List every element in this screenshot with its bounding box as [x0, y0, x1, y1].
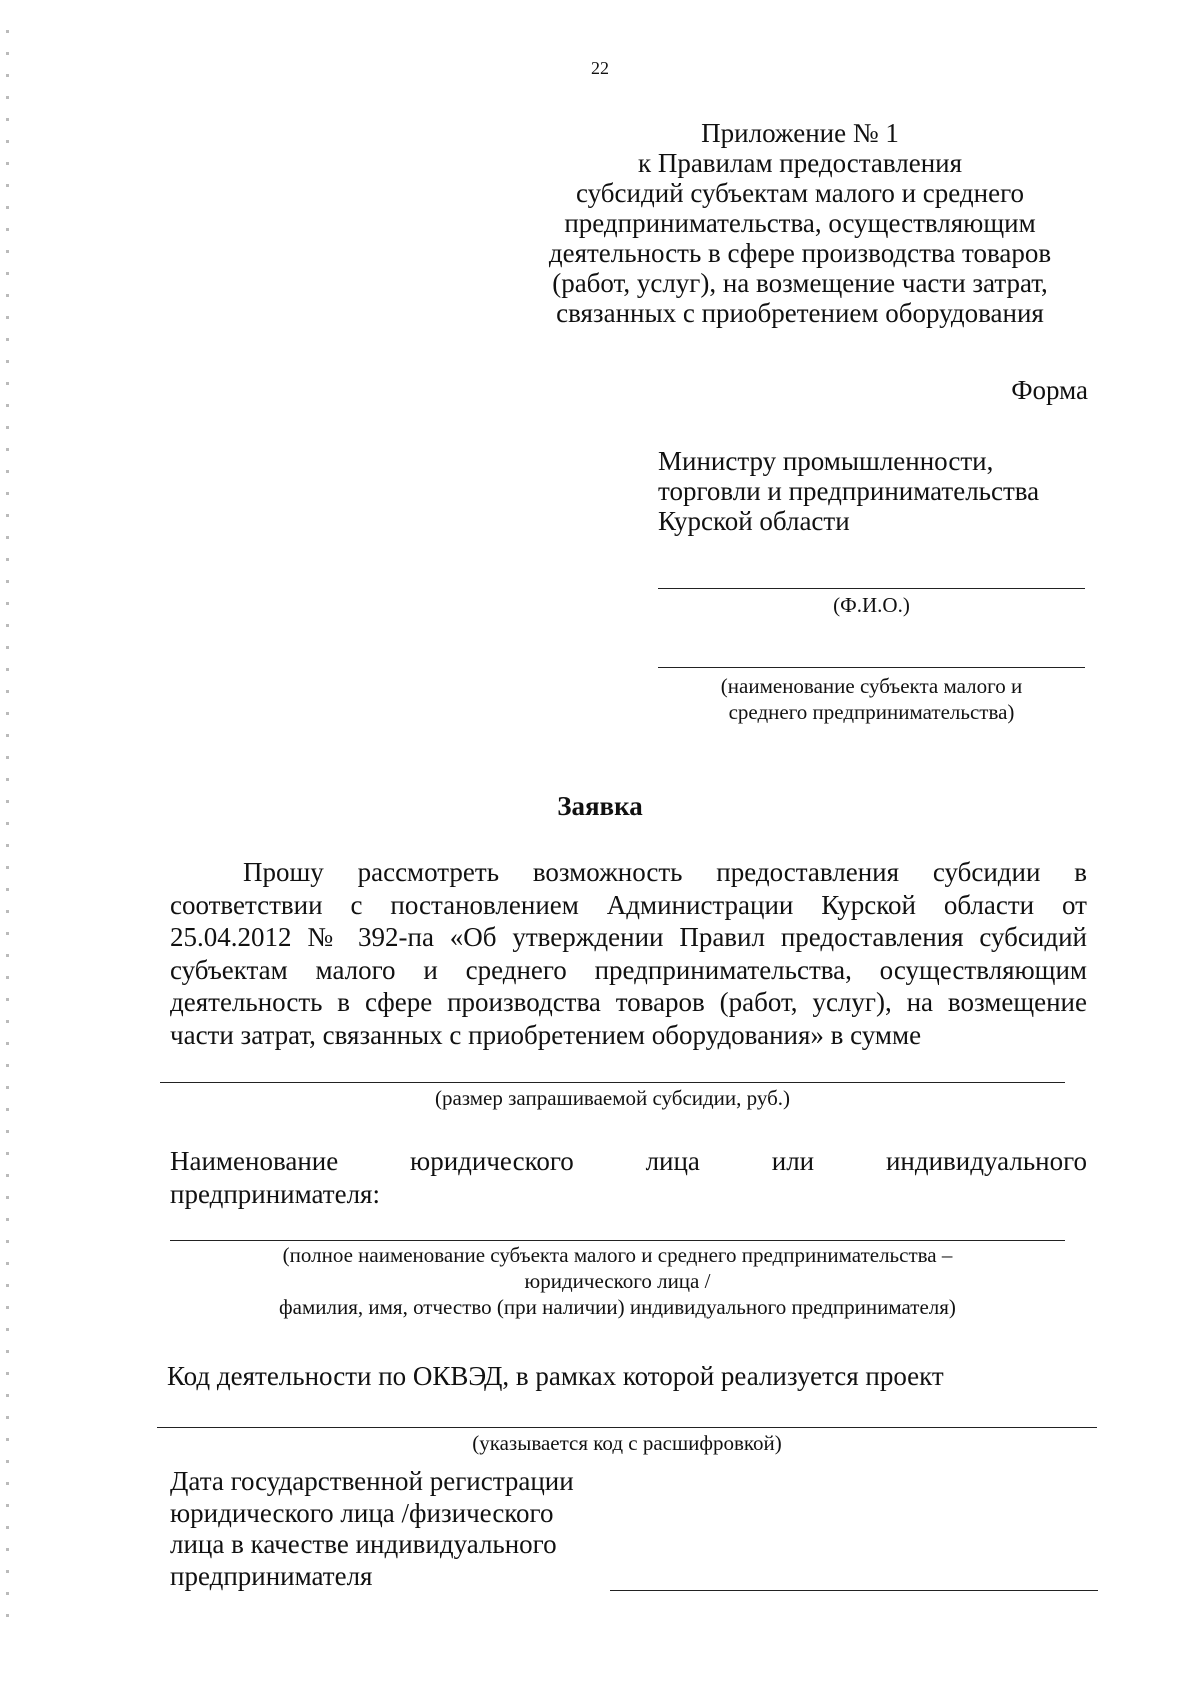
- annex-line: связанных с приобретением оборудования: [556, 298, 1044, 328]
- request-line: Прошу рассмотреть возможность предоставления субсидии в: [243, 857, 1087, 887]
- annex-line: к Правилам предоставления: [637, 148, 963, 178]
- entity-name-label-cont: предпринимателя:: [170, 1179, 380, 1209]
- entity-name-caption-line: (полное наименование субъекта малого и среднего предпринимательства –: [282, 1243, 953, 1267]
- entity-name-label: Наименование юридического лица или индивидуального: [170, 1146, 1087, 1176]
- page-number: 22: [591, 58, 609, 78]
- request-line: деятельность в сфере производства товаров (работ, услуг), на возмещение: [170, 987, 1087, 1017]
- amount-field-line[interactable]: [160, 1082, 1065, 1083]
- request-line: субъектам малого и среднего предпринимательства, осуществляющим: [170, 954, 1087, 985]
- entity-name-caption-line: фамилия, имя, отчество (при наличии) индивидуального предпринимателя): [279, 1295, 956, 1319]
- request-line: части затрат, связанных с приобретением оборудования» в сумме: [170, 1019, 922, 1050]
- okved-label: Код деятельности по ОКВЭД, в рамках которой реализуется проект: [167, 1361, 944, 1391]
- form-label: Форма: [1011, 375, 1088, 405]
- registration-line: Дата государственной регистрации: [170, 1466, 574, 1496]
- addressee-line: торговли и предпринимательства: [658, 476, 1040, 506]
- scan-margin-marks: [6, 30, 9, 1630]
- document-title: Заявка: [557, 791, 643, 821]
- addressee-block: [658, 446, 1039, 536]
- addressee-line: Курской области: [658, 506, 850, 536]
- annex-line: (работ, услуг), на возмещение части затрат,: [552, 268, 1048, 298]
- annex-header: [520, 118, 1080, 328]
- entity-name-field-line[interactable]: [170, 1240, 1065, 1241]
- annex-line: Приложение № 1: [701, 118, 899, 148]
- entity-caption: [658, 673, 1085, 725]
- okved-caption: (указывается код с расшифровкой): [472, 1431, 782, 1455]
- request-line: соответствии с постановлением Администрации Курской области от: [170, 889, 1087, 920]
- annex-line: деятельность в сфере производства товаров: [548, 238, 1052, 268]
- request-paragraph: [170, 856, 1087, 1051]
- amount-caption: (размер запрашиваемой субсидии, руб.): [434, 1086, 791, 1110]
- okved-field-line[interactable]: [157, 1427, 1097, 1428]
- entity-caption-line: среднего предпринимательства): [728, 700, 1015, 724]
- entity-name-caption: [170, 1242, 1065, 1320]
- addressee-line: Министру промышленности,: [658, 446, 994, 476]
- request-line: 25.04.2012 № 392-па «Об утверждении Правил предоставления субсидий: [170, 922, 1087, 952]
- registration-line: юридического лица /физического: [170, 1497, 554, 1528]
- registration-date-field-line[interactable]: [610, 1590, 1098, 1591]
- entity-field-line[interactable]: [658, 667, 1085, 668]
- fio-caption: (Ф.И.О.): [833, 593, 910, 617]
- entity-name-caption-line: юридического лица /: [524, 1269, 711, 1293]
- annex-line: субсидий субъектам малого и среднего: [576, 178, 1024, 208]
- registration-line: предпринимателя: [170, 1560, 373, 1591]
- registration-line: лица в качестве индивидуального: [170, 1529, 557, 1559]
- annex-line: предпринимательства, осуществляющим: [564, 208, 1036, 238]
- entity-caption-line: (наименование субъекта малого и: [720, 674, 1023, 698]
- registration-label: [170, 1466, 574, 1592]
- fio-field-line[interactable]: [658, 588, 1085, 589]
